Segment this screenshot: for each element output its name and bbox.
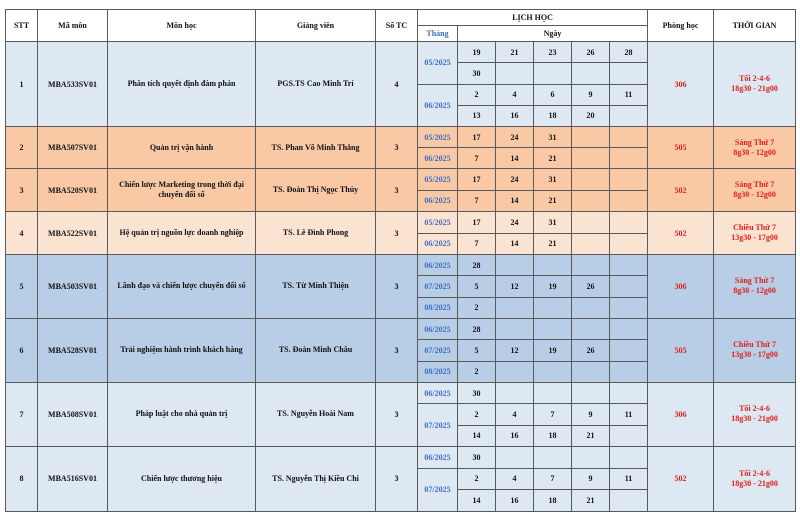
day-cell: 31	[534, 127, 572, 148]
thoi-gian-hours: 18g30 - 21g00	[731, 414, 778, 424]
month-cell: 06/2025	[418, 190, 458, 212]
giang-vien-cell: PGS.TS Cao Minh Trí	[256, 42, 376, 127]
phong-hoc-cell: 505	[648, 318, 714, 382]
mon-hoc-cell: Phân tích quyết định đàm phán	[108, 42, 256, 127]
month-cell: 06/2025	[418, 148, 458, 169]
day-cell: 26	[572, 42, 610, 63]
day-cell: 17	[458, 169, 496, 191]
day-cell	[572, 169, 610, 191]
thoi-gian-session: Chiều Thứ 7	[733, 340, 776, 350]
so-tc-cell: 3	[376, 169, 418, 212]
course-row	[6, 446, 796, 468]
month-cell: 05/2025	[418, 169, 458, 191]
so-tc-cell: 3	[376, 255, 418, 319]
day-cell: 14	[458, 425, 496, 446]
header-so-tc: Số TC	[376, 10, 418, 42]
schedule-table	[5, 9, 796, 512]
day-cell	[496, 255, 534, 276]
header-ngay: Ngày	[458, 26, 648, 42]
phong-hoc-cell: 502	[648, 169, 714, 212]
course-row	[6, 169, 796, 191]
day-cell: 19	[458, 42, 496, 63]
course-row	[6, 212, 796, 234]
day-cell: 24	[496, 169, 534, 191]
day-cell	[610, 425, 648, 446]
day-cell: 11	[610, 404, 648, 425]
day-cell: 16	[496, 490, 534, 512]
thoi-gian-hours: 13g30 - 17g00	[731, 350, 778, 360]
month-cell: 07/2025	[418, 340, 458, 361]
ma-mon-cell: MBA516SV01	[38, 446, 108, 511]
day-cell	[534, 255, 572, 276]
mon-hoc-cell: Lãnh đạo và chiến lược chuyển đổi số	[108, 255, 256, 319]
so-tc-cell: 4	[376, 42, 418, 127]
thoi-gian-session: Tối 2-4-6	[739, 468, 770, 478]
mon-hoc-cell: Chiến lược Marketing trong thời đại chuyển đổi số	[108, 169, 256, 212]
day-cell	[610, 169, 648, 191]
day-cell: 24	[496, 127, 534, 148]
thoi-gian-hours: 8g30 - 12g00	[733, 286, 776, 296]
day-cell: 11	[610, 84, 648, 105]
day-cell: 4	[496, 84, 534, 105]
day-cell: 7	[458, 148, 496, 169]
day-cell: 7	[458, 233, 496, 255]
header-ma-mon: Mã môn	[38, 10, 108, 42]
day-cell: 21	[534, 148, 572, 169]
day-cell	[610, 148, 648, 169]
day-cell: 16	[496, 105, 534, 126]
day-cell: 21	[572, 490, 610, 512]
day-cell	[572, 148, 610, 169]
month-cell: 05/2025	[418, 212, 458, 234]
day-cell: 18	[534, 425, 572, 446]
ma-mon-cell: MBA507SV01	[38, 127, 108, 169]
so-tc-cell: 3	[376, 382, 418, 446]
ma-mon-cell: MBA533SV01	[38, 42, 108, 127]
month-cell: 06/2025	[418, 382, 458, 403]
day-cell	[610, 446, 648, 468]
day-cell	[572, 63, 610, 84]
day-cell: 14	[496, 233, 534, 255]
day-cell: 20	[572, 105, 610, 126]
day-cell: 31	[534, 169, 572, 191]
course-row	[6, 255, 796, 276]
thoi-gian-hours: 8g30 - 12g00	[733, 147, 776, 157]
day-cell	[534, 297, 572, 318]
day-cell: 19	[534, 276, 572, 297]
day-cell: 16	[496, 425, 534, 446]
day-cell	[496, 297, 534, 318]
thoi-gian-cell	[714, 255, 796, 319]
thoi-gian-hours: 8g30 - 12g00	[733, 190, 776, 199]
day-cell: 17	[458, 212, 496, 234]
thoi-gian-cell	[714, 318, 796, 382]
day-cell: 21	[496, 42, 534, 63]
day-cell	[534, 63, 572, 84]
day-cell: 12	[496, 276, 534, 297]
day-cell: 12	[496, 340, 534, 361]
header-giang-vien: Giảng viên	[256, 10, 376, 42]
day-cell: 9	[572, 468, 610, 490]
day-cell: 30	[458, 382, 496, 403]
day-cell	[610, 276, 648, 297]
day-cell: 19	[534, 340, 572, 361]
day-cell: 2	[458, 84, 496, 105]
giang-vien-cell: TS. Nguyễn Thị Kiều Chi	[256, 446, 376, 511]
day-cell: 2	[458, 297, 496, 318]
day-cell	[610, 340, 648, 361]
day-cell: 28	[610, 42, 648, 63]
day-cell	[572, 382, 610, 403]
header-stt: STT	[6, 10, 38, 42]
course-row	[6, 382, 796, 403]
so-tc-cell: 3	[376, 212, 418, 255]
stt-cell: 8	[6, 446, 38, 511]
day-cell: 31	[534, 212, 572, 234]
day-cell: 9	[572, 84, 610, 105]
month-cell: 07/2025	[418, 404, 458, 447]
course-row	[6, 127, 796, 148]
thoi-gian-hours: 13g30 - 17g00	[731, 233, 778, 242]
day-cell: 28	[458, 318, 496, 339]
day-cell	[534, 446, 572, 468]
day-cell	[610, 127, 648, 148]
mon-hoc-cell: Pháp luật cho nhà quản trị	[108, 382, 256, 446]
ma-mon-cell: MBA503SV01	[38, 255, 108, 319]
ma-mon-cell: MBA522SV01	[38, 212, 108, 255]
thoi-gian-hours: 18g30 - 21g00	[731, 478, 778, 488]
day-cell: 26	[572, 276, 610, 297]
day-cell: 14	[496, 190, 534, 212]
day-cell: 30	[458, 63, 496, 84]
day-cell	[572, 212, 610, 234]
mon-hoc-cell: Trải nghiệm hành trình khách hàng	[108, 318, 256, 382]
month-cell: 06/2025	[418, 446, 458, 468]
month-cell: 05/2025	[418, 127, 458, 148]
giang-vien-cell: TS. Đoàn Minh Châu	[256, 318, 376, 382]
so-tc-cell: 3	[376, 127, 418, 169]
stt-cell: 7	[6, 382, 38, 446]
thoi-gian-cell	[714, 169, 796, 212]
header-phong-hoc: Phòng học	[648, 10, 714, 42]
phong-hoc-cell: 306	[648, 255, 714, 319]
day-cell	[572, 190, 610, 212]
day-cell: 24	[496, 212, 534, 234]
day-cell	[610, 190, 648, 212]
giang-vien-cell: TS. Nguyễn Hoài Nam	[256, 382, 376, 446]
thoi-gian-hours: 18g30 - 21g00	[731, 84, 778, 93]
day-cell: 4	[496, 404, 534, 425]
stt-cell: 2	[6, 127, 38, 169]
day-cell: 21	[572, 425, 610, 446]
day-cell	[496, 318, 534, 339]
day-cell: 13	[458, 105, 496, 126]
phong-hoc-cell: 306	[648, 382, 714, 446]
day-cell	[572, 297, 610, 318]
day-cell	[610, 233, 648, 255]
day-cell	[496, 361, 534, 382]
day-cell	[496, 63, 534, 84]
day-cell: 2	[458, 468, 496, 490]
day-cell	[610, 212, 648, 234]
stt-cell: 1	[6, 42, 38, 127]
day-cell	[610, 490, 648, 512]
day-cell	[572, 255, 610, 276]
ma-mon-cell: MBA520SV01	[38, 169, 108, 212]
ma-mon-cell: MBA508SV01	[38, 382, 108, 446]
so-tc-cell: 3	[376, 318, 418, 382]
giang-vien-cell: TS. Lê Đình Phong	[256, 212, 376, 255]
day-cell: 21	[534, 233, 572, 255]
day-cell	[610, 63, 648, 84]
day-cell: 4	[496, 468, 534, 490]
course-row	[6, 42, 796, 63]
day-cell: 7	[458, 190, 496, 212]
day-cell	[572, 361, 610, 382]
stt-cell: 4	[6, 212, 38, 255]
stt-cell: 5	[6, 255, 38, 319]
day-cell: 7	[534, 404, 572, 425]
header-mon-hoc: Môn học	[108, 10, 256, 42]
day-cell: 21	[534, 190, 572, 212]
thoi-gian-cell	[714, 446, 796, 511]
day-cell: 18	[534, 105, 572, 126]
day-cell: 26	[572, 340, 610, 361]
day-cell: 2	[458, 404, 496, 425]
thoi-gian-session: Sáng Thứ 7	[734, 137, 775, 147]
day-cell: 2	[458, 361, 496, 382]
mon-hoc-cell: Chiến lược thương hiệu	[108, 446, 256, 511]
day-cell	[572, 318, 610, 339]
schedule-body	[6, 42, 796, 512]
day-cell: 5	[458, 340, 496, 361]
stt-cell: 3	[6, 169, 38, 212]
day-cell: 30	[458, 446, 496, 468]
day-cell: 14	[458, 490, 496, 512]
thoi-gian-session: Tối 2-4-6	[739, 404, 770, 414]
thoi-gian-cell	[714, 382, 796, 446]
giang-vien-cell: TS. Phan Võ Minh Thắng	[256, 127, 376, 169]
day-cell: 17	[458, 127, 496, 148]
month-cell: 06/2025	[418, 84, 458, 127]
day-cell: 11	[610, 468, 648, 490]
day-cell: 5	[458, 276, 496, 297]
month-cell: 05/2025	[418, 42, 458, 85]
thoi-gian-cell	[714, 127, 796, 169]
month-cell: 06/2025	[418, 255, 458, 276]
day-cell: 7	[534, 468, 572, 490]
day-cell	[572, 127, 610, 148]
header-thang: Tháng	[418, 26, 458, 42]
thoi-gian-session: Sáng Thứ 7	[734, 180, 775, 189]
course-row	[6, 318, 796, 339]
stt-cell: 6	[6, 318, 38, 382]
day-cell	[610, 255, 648, 276]
day-cell	[496, 382, 534, 403]
day-cell	[610, 105, 648, 126]
day-cell	[534, 318, 572, 339]
day-cell: 6	[534, 84, 572, 105]
day-cell: 9	[572, 404, 610, 425]
header-thoi-gian: THỜI GIAN	[714, 10, 796, 42]
giang-vien-cell: TS. Từ Minh Thiện	[256, 255, 376, 319]
day-cell	[496, 446, 534, 468]
month-cell: 08/2025	[418, 297, 458, 318]
ma-mon-cell: MBA528SV01	[38, 318, 108, 382]
day-cell	[572, 233, 610, 255]
day-cell	[534, 382, 572, 403]
day-cell	[610, 361, 648, 382]
month-cell: 06/2025	[418, 233, 458, 255]
thoi-gian-session: Chiều Thứ 7	[733, 223, 776, 232]
day-cell: 23	[534, 42, 572, 63]
so-tc-cell: 3	[376, 446, 418, 511]
mon-hoc-cell: Hệ quản trị nguồn lực doanh nghiệp	[108, 212, 256, 255]
day-cell	[534, 361, 572, 382]
phong-hoc-cell: 502	[648, 212, 714, 255]
day-cell: 18	[534, 490, 572, 512]
month-cell: 07/2025	[418, 468, 458, 511]
month-cell: 07/2025	[418, 276, 458, 297]
header-lich-hoc: LỊCH HỌC	[418, 10, 648, 26]
day-cell	[610, 318, 648, 339]
phong-hoc-cell: 502	[648, 446, 714, 511]
day-cell: 14	[496, 148, 534, 169]
phong-hoc-cell: 505	[648, 127, 714, 169]
thoi-gian-cell	[714, 212, 796, 255]
thoi-gian-session: Tối 2-4-6	[739, 74, 770, 83]
day-cell	[610, 297, 648, 318]
day-cell	[610, 382, 648, 403]
day-cell	[572, 446, 610, 468]
mon-hoc-cell: Quản trị vận hành	[108, 127, 256, 169]
month-cell: 06/2025	[418, 318, 458, 339]
thoi-gian-cell	[714, 42, 796, 127]
thoi-gian-session: Sáng Thứ 7	[734, 276, 775, 286]
giang-vien-cell: TS. Đoàn Thị Ngọc Thúy	[256, 169, 376, 212]
month-cell: 08/2025	[418, 361, 458, 382]
phong-hoc-cell: 306	[648, 42, 714, 127]
day-cell: 28	[458, 255, 496, 276]
